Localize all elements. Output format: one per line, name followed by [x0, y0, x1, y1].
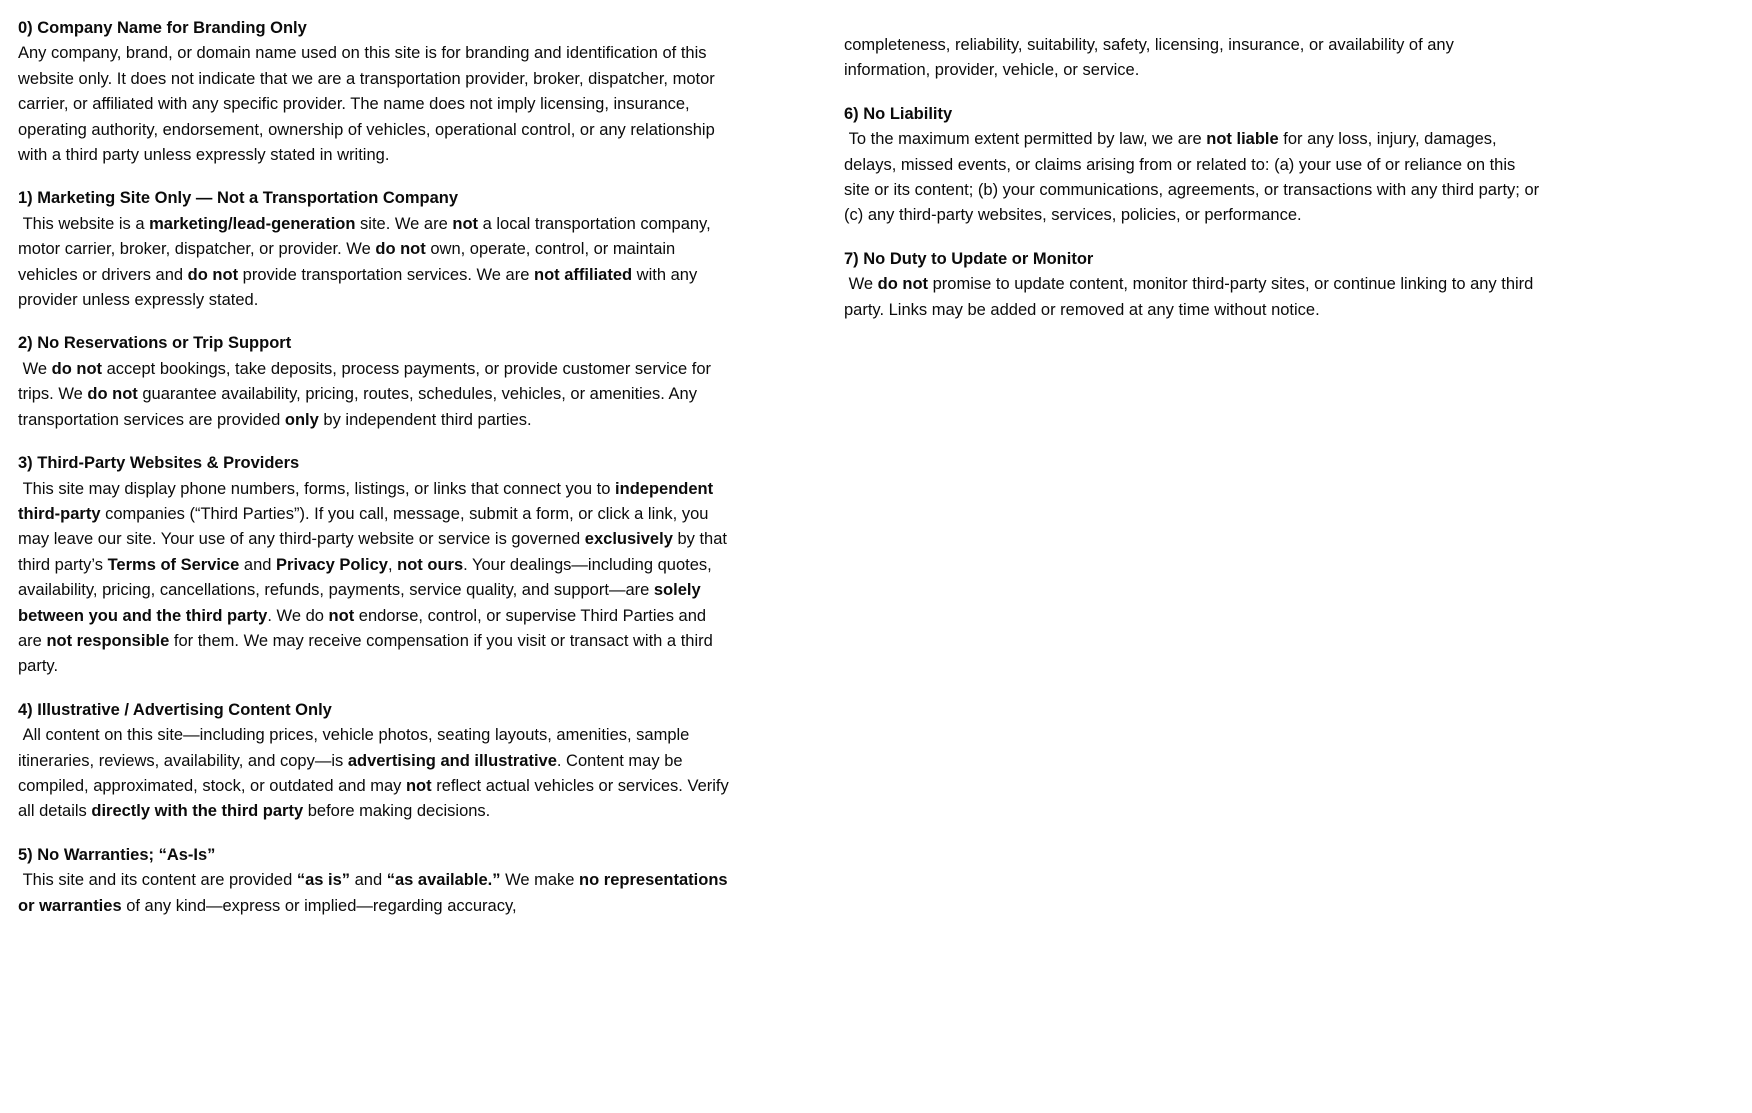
bold-text-run: not [328, 606, 355, 625]
bold-text-run: not [405, 776, 432, 795]
text-run: for them. We may receive compensation if you visit or transact with a third party. [18, 631, 718, 676]
text-run: a local transportation company, motor carrier, broker, dispatcher, or provider. We [18, 214, 716, 259]
text-run: To the maximum extent permitted by law, we are [844, 130, 1207, 149]
text-run: We [18, 359, 52, 378]
section-6-no-liability [844, 102, 1544, 229]
section-heading-0-company-name-branding: 0) Company Name for Branding Only [18, 19, 307, 37]
text-run: of any kind—express or implied—regarding accuracy, [121, 896, 517, 915]
bold-text-run: exclusively [584, 530, 673, 549]
section-7-no-duty-to-update [844, 247, 1544, 323]
left-column [18, 16, 734, 937]
text-run: before making decisions. [303, 802, 491, 821]
text-run: provide transportation services. We are [238, 265, 534, 284]
text-run: site. We are [355, 214, 453, 233]
bold-text-run: do not [375, 240, 426, 259]
text-run: guarantee availability, pricing, routes, schedules, vehicles, or amenities. Any transportation services are provided [18, 385, 702, 429]
bold-text-run: solely between you and the third party [18, 581, 706, 625]
section-3-third-party-websites [18, 451, 734, 680]
bold-text-run: do not [51, 359, 103, 378]
bold-text-run: no representations or warranties [18, 871, 733, 915]
text-run: by independent third parties. [318, 410, 532, 429]
bold-text-run: not liable [1206, 130, 1279, 149]
section-body-7-no-duty-to-update [844, 272, 1544, 323]
text-run: We make [500, 871, 580, 890]
section-body-0-company-name-branding [18, 41, 734, 168]
bold-text-run: do not [187, 265, 239, 284]
section-heading-6-no-liability: 6) No Liability [844, 104, 953, 123]
section-heading-5-no-warranties: 5) No Warranties; “As-Is” [18, 845, 216, 864]
bold-text-run: advertising and illustrative [347, 751, 557, 770]
bold-text-run: do not [877, 275, 929, 294]
section-body-5-no-warranties-continuation [844, 33, 1544, 84]
text-run: reflect actual vehicles or services. Verify all details [18, 776, 734, 821]
text-run: accept bookings, take deposits, process payments, or provide customer service for trips. We [18, 359, 716, 404]
section-body-2-no-reservations [18, 357, 734, 433]
section-5-no-warranties [18, 843, 734, 919]
text-run: . Content may be compiled, approximated, stock, or outdated and may [18, 751, 688, 795]
bold-text-run: not ours [397, 555, 464, 574]
text-run: with any provider unless expressly stated. [18, 265, 702, 310]
section-body-6-no-liability [844, 127, 1544, 229]
text-run: and [239, 555, 277, 574]
bold-text-run: Terms of Service [107, 555, 240, 574]
bold-text-run: “as is” [296, 871, 351, 890]
text-run: . Your dealings—including quotes, availability, pricing, cancellations, refunds, payments, service quality, and support—are [18, 555, 717, 600]
text-run: companies (“Third Parties”). If you call, message, submit a form, or click a link, you may leave our site. Your use of any third-party website or service is governed [18, 504, 714, 549]
section-heading-4-illustrative-content: 4) Illustrative / Advertising Content Only [18, 700, 332, 719]
text-run: promise to update content, monitor third-party sites, or continue linking to any third party. Links may be added or removed at any time without notice. [844, 275, 1538, 319]
text-run: Any company, brand, or domain name used on this site is for branding and identification of this website only. It does not indicate that we are a transportation provider, broker, dispatcher, motor carrier, or affiliated with any specific provider. The name does not imply licensing, insurance, operating authority, endorsement, ownership of vehicles, operational control, or any relationship with a third party unless expressly stated in writing. [18, 44, 720, 165]
text-run: This website is a [18, 214, 150, 233]
right-column [844, 16, 1544, 937]
text-run: We [844, 275, 878, 294]
text-run: endorse, control, or supervise Third Parties and are [18, 606, 711, 650]
section-body-5-no-warranties [18, 868, 734, 919]
text-run: for any loss, injury, damages, delays, missed events, or claims arising from or related to: (a) your use of or reliance on this site or its content; (b) your communications, agreements, or transactions with any third party; or (c) any third-party websites, services, policies, or performance. [844, 130, 1544, 225]
bold-text-run: only [284, 410, 319, 429]
section-heading-2-no-reservations: 2) No Reservations or Trip Support [18, 334, 292, 353]
text-run: All content on this site—including prices, vehicle photos, seating layouts, amenities, sample itineraries, reviews, availability, and copy—is [18, 726, 694, 770]
bold-text-run: independent third-party [18, 479, 718, 523]
section-heading-3-third-party-websites: 3) Third-Party Websites & Providers [18, 454, 300, 473]
bold-text-run: directly with the third party [91, 802, 304, 821]
section-5-no-warranties-continuation [844, 33, 1544, 84]
text-run: This site and its content are provided [18, 871, 297, 890]
bold-text-run: not affiliated [534, 265, 633, 284]
section-body-4-illustrative-content [18, 723, 734, 825]
text-run: and [350, 871, 387, 890]
section-heading-7-no-duty-to-update: 7) No Duty to Update or Monitor [844, 249, 1094, 268]
section-2-no-reservations [18, 331, 734, 433]
section-4-illustrative-content [18, 698, 734, 825]
text-run: completeness, reliability, suitability, safety, licensing, insurance, or availability of any information, provider, vehicle, or service. [844, 36, 1459, 80]
bold-text-run: do not [87, 385, 138, 404]
section-0-company-name-branding [18, 16, 734, 168]
section-body-3-third-party-websites [18, 477, 734, 680]
bold-text-run: “as available.” [386, 871, 501, 890]
section-body-1-marketing-site-only [18, 212, 734, 314]
bold-text-run: not responsible [46, 631, 170, 650]
text-run: , [387, 555, 398, 574]
text-run: own, operate, control, or maintain vehicles or drivers and [18, 240, 680, 284]
text-run: by that third party’s [18, 530, 732, 574]
bold-text-run: marketing/lead-generation [149, 214, 356, 233]
text-run: This site may display phone numbers, forms, listings, or links that connect you to [18, 479, 616, 498]
section-1-marketing-site-only [18, 186, 734, 313]
section-heading-1-marketing-site-only: 1) Marketing Site Only — Not a Transportation Company [18, 189, 459, 208]
text-run: . We do [267, 606, 329, 625]
bold-text-run: Privacy Policy [276, 555, 388, 574]
bold-text-run: not [452, 214, 479, 233]
